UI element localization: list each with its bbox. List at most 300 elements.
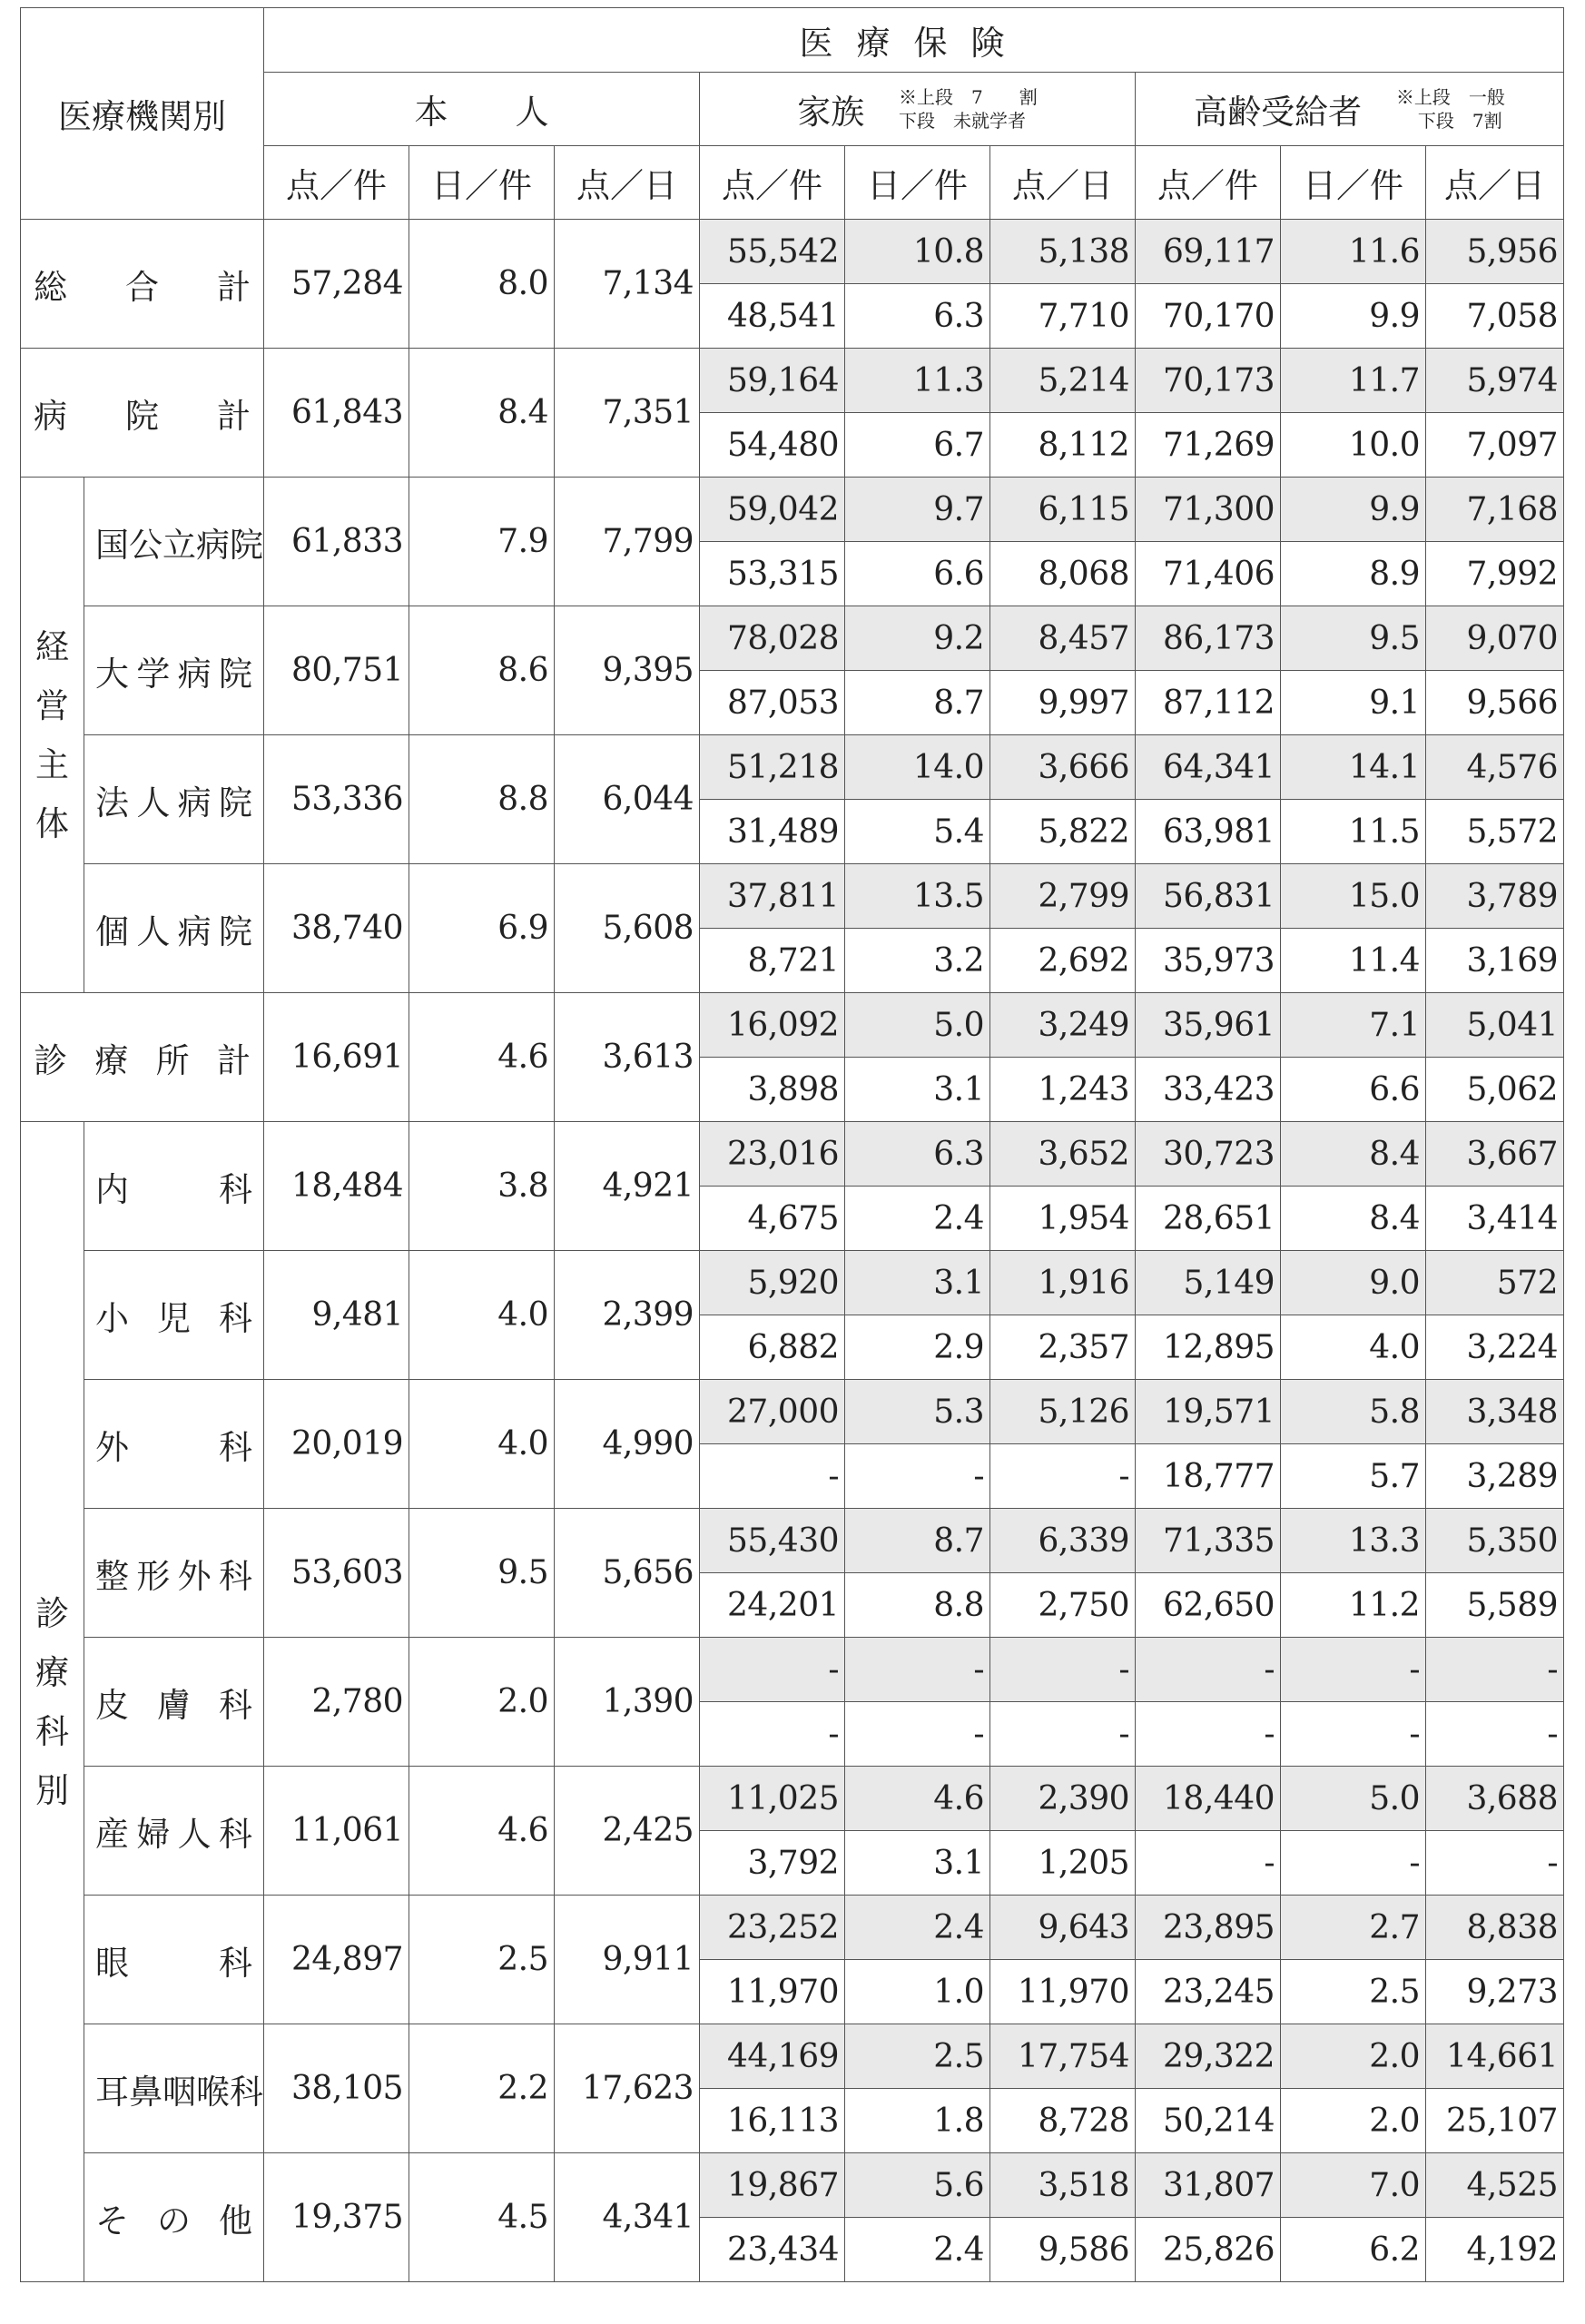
unit-header: 日／件 <box>1281 146 1426 220</box>
row-label: 眼科 <box>84 1896 264 2024</box>
lower-value: 12,895 <box>1136 1315 1281 1380</box>
upper-value: 11.6 <box>1281 220 1426 284</box>
table-row <box>21 1509 1564 1573</box>
honnin-value: 2,425 <box>555 1767 700 1896</box>
lower-value: 10.0 <box>1281 413 1426 478</box>
upper-value: 30,723 <box>1136 1122 1281 1187</box>
lower-value: 9.9 <box>1281 284 1426 349</box>
lower-value: 9,997 <box>990 671 1136 735</box>
upper-value: 3,688 <box>1426 1767 1564 1831</box>
honnin-value: 80,751 <box>264 606 409 735</box>
group-label <box>21 1122 84 2282</box>
group-label-char: 診 <box>35 1593 69 1633</box>
upper-value: 11.7 <box>1281 349 1426 413</box>
group-label-char: 科 <box>35 1711 69 1751</box>
table-row <box>21 1251 1564 1315</box>
upper-value: 5,126 <box>990 1380 1136 1444</box>
lower-value: 7,058 <box>1426 284 1564 349</box>
upper-value: 5,974 <box>1426 349 1564 413</box>
honnin-value: 6,044 <box>555 735 700 864</box>
honnin-value: 7,799 <box>555 478 700 606</box>
table-row <box>21 1767 1564 1831</box>
honnin-value: 8.4 <box>409 349 555 478</box>
row-label-header: 医療機関別 <box>21 8 264 220</box>
lower-value: 6.7 <box>845 413 990 478</box>
lower-value: 2,692 <box>990 929 1136 993</box>
upper-value: 3,666 <box>990 735 1136 800</box>
upper-value: 23,016 <box>700 1122 845 1187</box>
table-row <box>21 606 1564 671</box>
unit-header: 点／件 <box>1136 146 1281 220</box>
upper-value: 86,173 <box>1136 606 1281 671</box>
lower-value: - <box>700 1702 845 1767</box>
honnin-value: 4.0 <box>409 1251 555 1380</box>
lower-value: - <box>1136 1702 1281 1767</box>
honnin-value: 2.0 <box>409 1638 555 1767</box>
lower-value: 87,053 <box>700 671 845 735</box>
group-label-chars <box>21 1593 84 1810</box>
lower-value: - <box>845 1444 990 1509</box>
lower-value: 54,480 <box>700 413 845 478</box>
upper-value: 6.3 <box>845 1122 990 1187</box>
upper-value: 9,643 <box>990 1896 1136 1960</box>
honnin-value: 11,061 <box>264 1767 409 1896</box>
table-body <box>21 8 1564 2282</box>
lower-value: 23,245 <box>1136 1960 1281 2024</box>
lower-value: 2.4 <box>845 1187 990 1251</box>
lower-value: 33,423 <box>1136 1058 1281 1122</box>
lower-value: 87,112 <box>1136 671 1281 735</box>
lower-value: 71,269 <box>1136 413 1281 478</box>
lower-value: 23,434 <box>700 2218 845 2282</box>
upper-value: 64,341 <box>1136 735 1281 800</box>
group-label-chars <box>21 626 84 843</box>
honnin-value: 4,990 <box>555 1380 700 1509</box>
lower-value: 6.3 <box>845 284 990 349</box>
honnin-value: 4,921 <box>555 1122 700 1251</box>
honnin-value: 2,780 <box>264 1638 409 1767</box>
lower-value: - <box>700 1444 845 1509</box>
lower-value: 70,170 <box>1136 284 1281 349</box>
upper-value: - <box>990 1638 1136 1702</box>
lower-value: 25,107 <box>1426 2089 1564 2153</box>
upper-value: 7.1 <box>1281 993 1426 1058</box>
upper-value: 2.5 <box>845 2024 990 2089</box>
honnin-value: 38,105 <box>264 2024 409 2153</box>
unit-header: 点／件 <box>264 146 409 220</box>
honnin-value: 6.9 <box>409 864 555 993</box>
upper-value: 55,430 <box>700 1509 845 1573</box>
col-group-title: 家族 <box>797 93 865 132</box>
upper-value: 3,518 <box>990 2153 1136 2218</box>
upper-value: 9.9 <box>1281 478 1426 542</box>
row-label: 整形外科 <box>84 1509 264 1638</box>
upper-value: 6,115 <box>990 478 1136 542</box>
upper-value: 14.1 <box>1281 735 1426 800</box>
upper-value: 59,164 <box>700 349 845 413</box>
upper-value: 44,169 <box>700 2024 845 2089</box>
lower-value: 11,970 <box>700 1960 845 2024</box>
lower-value: 9,273 <box>1426 1960 1564 2024</box>
lower-value: 2.0 <box>1281 2089 1426 2153</box>
row-label: 診療所計 <box>21 993 264 1122</box>
lower-value: 9,586 <box>990 2218 1136 2282</box>
honnin-value: 5,608 <box>555 864 700 993</box>
upper-value: 51,218 <box>700 735 845 800</box>
col-group-title: 高齢受給者 <box>1194 93 1363 132</box>
lower-value: 6.2 <box>1281 2218 1426 2282</box>
table-row <box>21 1638 1564 1702</box>
upper-value: 5,041 <box>1426 993 1564 1058</box>
lower-value: - <box>990 1702 1136 1767</box>
upper-value: 56,831 <box>1136 864 1281 929</box>
col-group-koureisha <box>1136 73 1564 146</box>
honnin-value: 8.6 <box>409 606 555 735</box>
row-label: 内科 <box>84 1122 264 1251</box>
lower-value: 7,992 <box>1426 542 1564 606</box>
lower-value: - <box>1281 1831 1426 1896</box>
table-row <box>21 1380 1564 1444</box>
honnin-value: 2.2 <box>409 2024 555 2153</box>
lower-value: 7,710 <box>990 284 1136 349</box>
upper-value: 3,667 <box>1426 1122 1564 1187</box>
lower-value: 3,898 <box>700 1058 845 1122</box>
upper-value: 2.0 <box>1281 2024 1426 2089</box>
upper-value: - <box>845 1638 990 1702</box>
lower-value: 28,651 <box>1136 1187 1281 1251</box>
upper-value: 35,961 <box>1136 993 1281 1058</box>
upper-value: - <box>1426 1638 1564 1702</box>
upper-value: 4.6 <box>845 1767 990 1831</box>
lower-value: 2.5 <box>1281 1960 1426 2024</box>
note-line: 下段 未就学者 <box>899 110 1027 132</box>
lower-value: 5.7 <box>1281 1444 1426 1509</box>
col-group-honnin <box>264 73 700 146</box>
upper-value: 9.7 <box>845 478 990 542</box>
upper-value: 8,457 <box>990 606 1136 671</box>
table-row <box>21 993 1564 1058</box>
lower-value: 71,406 <box>1136 542 1281 606</box>
group-label-char: 営 <box>35 685 69 725</box>
upper-value: 8.4 <box>1281 1122 1426 1187</box>
lower-value: - <box>1281 1702 1426 1767</box>
group-label-char: 別 <box>35 1770 69 1810</box>
lower-value: 48,541 <box>700 284 845 349</box>
honnin-value: 9.5 <box>409 1509 555 1638</box>
upper-value: 13.5 <box>845 864 990 929</box>
honnin-value: 7.9 <box>409 478 555 606</box>
upper-value: 3.1 <box>845 1251 990 1315</box>
lower-value: 4,675 <box>700 1187 845 1251</box>
lower-value: - <box>990 1444 1136 1509</box>
group-label-char: 体 <box>35 803 69 843</box>
lower-value: 2.4 <box>845 2218 990 2282</box>
lower-value: 3.1 <box>845 1831 990 1896</box>
lower-value: - <box>845 1702 990 1767</box>
row-label: 病院計 <box>21 349 264 478</box>
upper-value: 5.0 <box>1281 1767 1426 1831</box>
lower-value: 62,650 <box>1136 1573 1281 1638</box>
honnin-value: 4.0 <box>409 1380 555 1509</box>
honnin-value: 53,603 <box>264 1509 409 1638</box>
upper-value: 2,390 <box>990 1767 1136 1831</box>
row-label: 小児科 <box>84 1251 264 1380</box>
upper-value: 2.4 <box>845 1896 990 1960</box>
upper-value: - <box>1136 1638 1281 1702</box>
lower-value: 4,192 <box>1426 2218 1564 2282</box>
lower-value: 8,112 <box>990 413 1136 478</box>
lower-value: 8,728 <box>990 2089 1136 2153</box>
honnin-value: 4.5 <box>409 2153 555 2282</box>
table-row <box>21 1896 1564 1960</box>
unit-header: 点／件 <box>700 146 845 220</box>
lower-value: 11,970 <box>990 1960 1136 2024</box>
unit-header: 日／件 <box>845 146 990 220</box>
col-group-kazoku <box>700 73 1136 146</box>
honnin-value: 9,481 <box>264 1251 409 1380</box>
table-row <box>21 2153 1564 2218</box>
lower-value: 6,882 <box>700 1315 845 1380</box>
upper-value: 71,335 <box>1136 1509 1281 1573</box>
lower-value: 11.4 <box>1281 929 1426 993</box>
upper-value: 29,322 <box>1136 2024 1281 2089</box>
honnin-value: 7,351 <box>555 349 700 478</box>
honnin-value: 19,375 <box>264 2153 409 2282</box>
lower-value: 3,792 <box>700 1831 845 1896</box>
upper-value: 4,576 <box>1426 735 1564 800</box>
lower-value: 2,750 <box>990 1573 1136 1638</box>
row-label: 国公立病院 <box>84 478 264 606</box>
honnin-value: 9,395 <box>555 606 700 735</box>
table-row <box>21 478 1564 542</box>
unit-header: 日／件 <box>409 146 555 220</box>
note-line: ※上段 一般 <box>1395 86 1505 108</box>
honnin-value: 2,399 <box>555 1251 700 1380</box>
lower-value: 8.9 <box>1281 542 1426 606</box>
header-row-1 <box>21 8 1564 73</box>
upper-value: 6,339 <box>990 1509 1136 1573</box>
upper-value: 55,542 <box>700 220 845 284</box>
table-row <box>21 1122 1564 1187</box>
lower-value: 2.9 <box>845 1315 990 1380</box>
lower-value: 9,566 <box>1426 671 1564 735</box>
upper-value: 16,092 <box>700 993 845 1058</box>
upper-value: 3,348 <box>1426 1380 1564 1444</box>
upper-value: 37,811 <box>700 864 845 929</box>
upper-value: 5.0 <box>845 993 990 1058</box>
upper-value: 2.7 <box>1281 1896 1426 1960</box>
lower-value: 5,589 <box>1426 1573 1564 1638</box>
upper-value: 8,838 <box>1426 1896 1564 1960</box>
upper-value: 11.3 <box>845 349 990 413</box>
upper-value: 5,920 <box>700 1251 845 1315</box>
honnin-value: 9,911 <box>555 1896 700 2024</box>
lower-value: 1.8 <box>845 2089 990 2153</box>
upper-value: 7.0 <box>1281 2153 1426 2218</box>
honnin-value: 20,019 <box>264 1380 409 1509</box>
honnin-value: 2.5 <box>409 1896 555 2024</box>
lower-value: 18,777 <box>1136 1444 1281 1509</box>
upper-value: 31,807 <box>1136 2153 1281 2218</box>
group-label-char: 主 <box>35 744 69 784</box>
upper-value: 17,754 <box>990 2024 1136 2089</box>
unit-header: 点／日 <box>990 146 1136 220</box>
upper-value: 13.3 <box>1281 1509 1426 1573</box>
honnin-value: 4.6 <box>409 993 555 1122</box>
lower-value: 1,205 <box>990 1831 1136 1896</box>
medical-fee-table <box>20 7 1564 2282</box>
upper-value: 9,070 <box>1426 606 1564 671</box>
upper-value: 9.0 <box>1281 1251 1426 1315</box>
lower-value: 63,981 <box>1136 800 1281 864</box>
row-label: 産婦人科 <box>84 1767 264 1896</box>
lower-value: - <box>1426 1831 1564 1896</box>
lower-value: 11.2 <box>1281 1573 1426 1638</box>
upper-value: 3,249 <box>990 993 1136 1058</box>
group-label-char: 療 <box>35 1652 69 1692</box>
col-group-note <box>1396 85 1505 133</box>
upper-value: 572 <box>1426 1251 1564 1315</box>
honnin-value: 24,897 <box>264 1896 409 2024</box>
row-label: 耳鼻咽喉科 <box>84 2024 264 2153</box>
lower-value: 11.5 <box>1281 800 1426 864</box>
row-label: 外科 <box>84 1380 264 1509</box>
lower-value: 35,973 <box>1136 929 1281 993</box>
row-label: 大学病院 <box>84 606 264 735</box>
upper-value: 14.0 <box>845 735 990 800</box>
lower-value: 25,826 <box>1136 2218 1281 2282</box>
lower-value: 50,214 <box>1136 2089 1281 2153</box>
honnin-value: 53,336 <box>264 735 409 864</box>
upper-value: 59,042 <box>700 478 845 542</box>
lower-value: 9.1 <box>1281 671 1426 735</box>
upper-value: 8.7 <box>845 1509 990 1573</box>
lower-value: 5.4 <box>845 800 990 864</box>
honnin-value: 1,390 <box>555 1638 700 1767</box>
lower-value: 8.7 <box>845 671 990 735</box>
upper-value: 3,789 <box>1426 864 1564 929</box>
upper-value: 5.8 <box>1281 1380 1426 1444</box>
upper-value: 2,799 <box>990 864 1136 929</box>
group-label-char: 経 <box>35 626 69 666</box>
upper-value: 1,916 <box>990 1251 1136 1315</box>
lower-value: 6.6 <box>1281 1058 1426 1122</box>
upper-value: 27,000 <box>700 1380 845 1444</box>
lower-value: 3.2 <box>845 929 990 993</box>
honnin-value: 57,284 <box>264 220 409 349</box>
honnin-value: 3.8 <box>409 1122 555 1251</box>
upper-value: 3,652 <box>990 1122 1136 1187</box>
upper-value: 5,214 <box>990 349 1136 413</box>
upper-value: 23,252 <box>700 1896 845 1960</box>
honnin-value: 8.0 <box>409 220 555 349</box>
table-row <box>21 2024 1564 2089</box>
upper-value: 10.8 <box>845 220 990 284</box>
upper-value: 14,661 <box>1426 2024 1564 2089</box>
note-line: ※上段 7 割 <box>899 86 1038 108</box>
honnin-value: 8.8 <box>409 735 555 864</box>
col-group-note <box>899 85 1038 133</box>
lower-value: 6.6 <box>845 542 990 606</box>
upper-value: 5,149 <box>1136 1251 1281 1315</box>
honnin-value: 16,691 <box>264 993 409 1122</box>
lower-value: 1,954 <box>990 1187 1136 1251</box>
lower-value: 53,315 <box>700 542 845 606</box>
upper-value: 9.2 <box>845 606 990 671</box>
unit-header: 点／日 <box>555 146 700 220</box>
honnin-value: 61,843 <box>264 349 409 478</box>
table-row <box>21 349 1564 413</box>
lower-value: 3,414 <box>1426 1187 1564 1251</box>
table-row <box>21 220 1564 284</box>
lower-value: 8.8 <box>845 1573 990 1638</box>
upper-value: 5,138 <box>990 220 1136 284</box>
upper-value: 70,173 <box>1136 349 1281 413</box>
lower-value: 24,201 <box>700 1573 845 1638</box>
lower-value: 1,243 <box>990 1058 1136 1122</box>
lower-value: 8.4 <box>1281 1187 1426 1251</box>
upper-value: 15.0 <box>1281 864 1426 929</box>
lower-value: 3.1 <box>845 1058 990 1122</box>
upper-value: 4,525 <box>1426 2153 1564 2218</box>
upper-value: 18,440 <box>1136 1767 1281 1831</box>
row-label: 皮膚科 <box>84 1638 264 1767</box>
note-line: 下段 7割 <box>1417 110 1502 132</box>
lower-value: 1.0 <box>845 1960 990 2024</box>
row-label: 個人病院 <box>84 864 264 993</box>
lower-value: 8,068 <box>990 542 1136 606</box>
upper-value: 78,028 <box>700 606 845 671</box>
upper-value: 23,895 <box>1136 1896 1281 1960</box>
upper-value: - <box>1281 1638 1426 1702</box>
lower-value: 8,721 <box>700 929 845 993</box>
honnin-value: 38,740 <box>264 864 409 993</box>
upper-value: 5,350 <box>1426 1509 1564 1573</box>
upper-value: 5.6 <box>845 2153 990 2218</box>
col-group-title: 本 人 <box>414 93 549 132</box>
upper-value: 11,025 <box>700 1767 845 1831</box>
upper-value: 7,168 <box>1426 478 1564 542</box>
lower-value: 3,289 <box>1426 1444 1564 1509</box>
upper-value: 19,867 <box>700 2153 845 2218</box>
lower-value: 5,572 <box>1426 800 1564 864</box>
honnin-value: 4.6 <box>409 1767 555 1896</box>
upper-value: 5,956 <box>1426 220 1564 284</box>
lower-value: 2,357 <box>990 1315 1136 1380</box>
honnin-value: 5,656 <box>555 1509 700 1638</box>
honnin-value: 61,833 <box>264 478 409 606</box>
honnin-value: 7,134 <box>555 220 700 349</box>
upper-value: 71,300 <box>1136 478 1281 542</box>
lower-value: - <box>1426 1702 1564 1767</box>
honnin-value: 17,623 <box>555 2024 700 2153</box>
lower-value: - <box>1136 1831 1281 1896</box>
honnin-value: 3,613 <box>555 993 700 1122</box>
lower-value: 3,169 <box>1426 929 1564 993</box>
row-label: 総合計 <box>21 220 264 349</box>
lower-value: 4.0 <box>1281 1315 1426 1380</box>
lower-value: 7,097 <box>1426 413 1564 478</box>
upper-value: 19,571 <box>1136 1380 1281 1444</box>
lower-value: 3,224 <box>1426 1315 1564 1380</box>
row-label: その他 <box>84 2153 264 2282</box>
unit-header: 点／日 <box>1426 146 1564 220</box>
row-label: 法人病院 <box>84 735 264 864</box>
upper-value: 5.3 <box>845 1380 990 1444</box>
honnin-value: 4,341 <box>555 2153 700 2282</box>
upper-value: 69,117 <box>1136 220 1281 284</box>
upper-value: 9.5 <box>1281 606 1426 671</box>
